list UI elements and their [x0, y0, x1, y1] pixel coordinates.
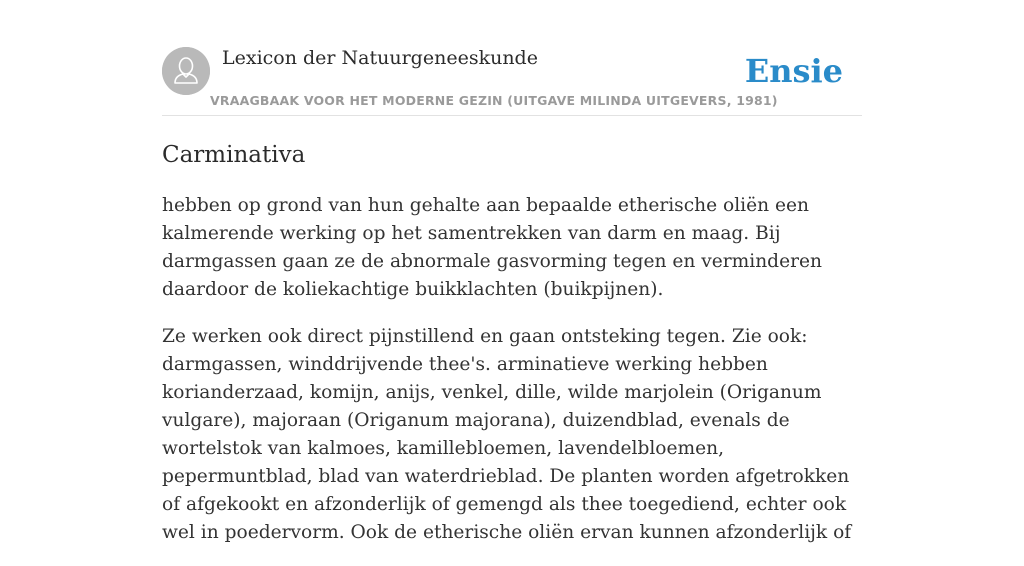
entry-paragraph: Ze werken ook direct pijnstillend en gaan ontsteking tegen. Zie ook: darmgassen, winddrijvende thee's. arminatieve werking hebben korianderzaad, komijn, anijs, venkel, dille, wilde marjolein (Origanum vulgare), majoraan (Origanum majorana), duizendblad, evenals de wortelstok van kalmoes, kamillebloemen, lavendelbloemen, pepermuntblad, blad van waterdrieblad. De planten worden afgetrokken of afgekookt en afzonderlijk of gemengd als thee toegediend, echter ook wel in poedervorm. Ook de etherische oliën ervan kunnen afzonderlijk of [162, 326, 852, 543]
source-title-link[interactable]: Lexicon der Natuurgeneeskunde [222, 47, 538, 69]
user-icon[interactable] [162, 47, 210, 95]
entry-title: Carminativa [162, 142, 306, 168]
source-subtitle: VRAAGBAAK VOOR HET MODERNE GEZIN (UITGAVE MILINDA UITGEVERS, 1981) [210, 93, 778, 108]
entry-paragraph: hebben op grond van hun gehalte aan bepaalde etherische oliën een kalmerende werking op het samentrekken van darm en maag. Bij darmgassen gaan ze de abnormale gasvorming tegen en verminderen daardoor de koliekachtige buikklachten (buikpijnen). [162, 195, 822, 300]
ensie-logo[interactable]: Ensie [744, 52, 843, 90]
source-header [162, 46, 862, 116]
entry-body [162, 192, 862, 566]
